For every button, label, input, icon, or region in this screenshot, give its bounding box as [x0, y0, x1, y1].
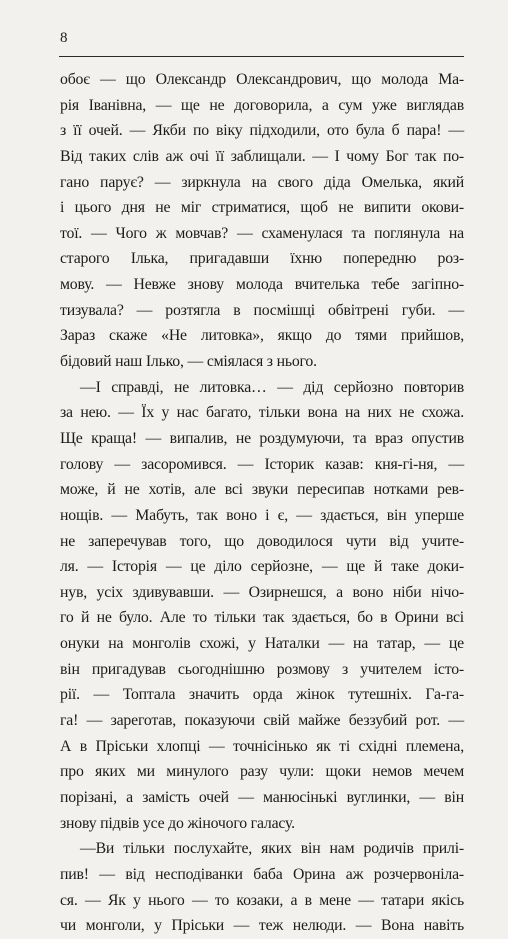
text-line: мову. — Невже знову молода вчителька тебе загіпно-	[60, 276, 464, 294]
text-line: з її очей. — Якби по віку підходили, ото була б пара! —	[60, 122, 464, 140]
text-line: він пригадував сьогоднішню розмову з учителем істо-	[60, 660, 464, 678]
text-line: за нею. — Їх у нас багато, тільки вона на них не схожа.	[60, 404, 464, 422]
text-line: —Ви тільки послухайте, яких він нам родичів прилі-	[80, 840, 464, 858]
text-line: порізані, а замість очей — манюсінькі вуглинки, — він	[60, 788, 464, 806]
text-line: —І справді, не литовка… — дід серйозно повторив	[80, 378, 464, 396]
text-line: про яких ми минулого разу чули: щоки немов мечем	[60, 763, 464, 781]
text-line: Зараз скаже «Не литовка», якщо до тями прийшов,	[60, 327, 464, 345]
text-line: га! — зареготав, показуючи свій майже беззубий рот. —	[60, 712, 464, 730]
text-line: Ще краща! — випалив, не роздумуючи, та враз опустив	[60, 429, 464, 447]
text-line: чи монголи, у Пріськи — теж нелюди. — Вона навіть	[60, 917, 464, 935]
text-line: тої. — Чого ж мовчав? — схаменулася та поглянула на	[60, 224, 464, 242]
text-line: бідовий наш Ілько, — сміялася з нього.	[60, 353, 317, 371]
text-line: голову — засоромився. — Історик казав: кня-гі-ня, —	[60, 455, 464, 473]
text-line: онуки на монголів схожі, у Наталки — на татар, — це	[60, 635, 464, 653]
text-line: рія Іванівна, — ще не договорила, а сум уже виглядав	[60, 96, 464, 114]
text-line: знову підвів усе до жіночого галасу.	[60, 814, 295, 832]
text-line: нощів. — Мабуть, так воно і є, — здається, він уперше	[60, 506, 464, 524]
text-line: ля. — Історія — це діло серйозне, — ще й таке доки-	[60, 558, 464, 576]
text-line: тизувала? — розтягла в посмішці обвітрені губи. —	[60, 301, 464, 319]
text-line: рії. — Топтала значить орда жінок тутешніх. Га-га-	[60, 686, 464, 704]
text-line: нув, усіх здивувавши. — Озирнешся, а воно ніби нічо-	[60, 583, 464, 601]
text-line: Від таких слів аж очі її заблищали. — І чому Бог так по-	[60, 147, 464, 165]
text-line: може, й не хотів, але всі звуки пересипав нотками рев-	[60, 481, 464, 499]
text-line: гано парує? — зиркнула на свого діда Омелька, який	[60, 173, 464, 191]
page-number: 8	[60, 30, 68, 46]
text-line: А в Пріськи хлопці — точнісінько як ті східні племена,	[60, 737, 464, 755]
text-line: не заперечував того, що доводилося чути від учите-	[60, 532, 464, 550]
text-line: го й не було. Але то тільки так здається, бо в Орини всі	[60, 609, 464, 627]
header-rule	[59, 56, 464, 57]
text-line: ся. — Як у нього — то козаки, а в мене — татари якісь	[60, 891, 464, 909]
text-line: пив! — від несподіванки баба Орина аж розчервоніла-	[60, 865, 464, 883]
text-line: і цього дня не міг стриматися, щоб не випити окови-	[60, 199, 464, 217]
text-line: обоє — що Олександр Олександрович, що молода Ма-	[60, 71, 464, 88]
body-text	[60, 67, 464, 939]
text-line: старого Ілька, пригадавши їхню попередню роз-	[60, 250, 464, 268]
